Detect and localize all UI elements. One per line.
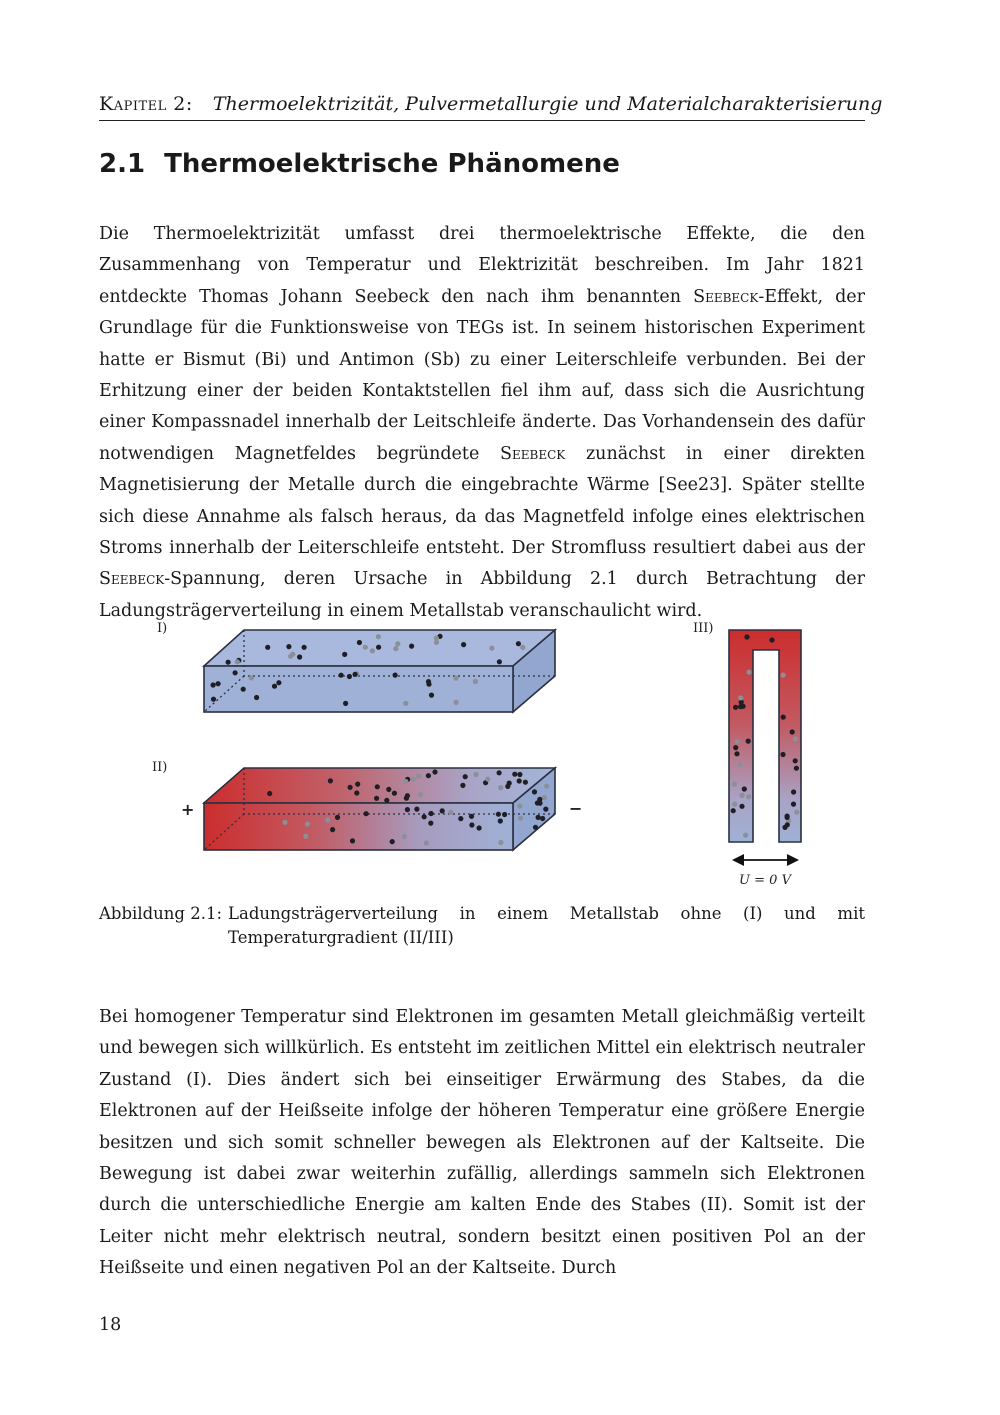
paragraph-1-part-3: zunächst in einer direkten Magnetisierung der Metalle durch die eingebrachte Wärme [See23]. Später stellte sich diese Annahme als falsch heraus, da das Magnetfeld infolge eines elektrischen Stroms innerhalb der Leiterschleife entsteht. Der Stromfluss resultiert dabei aus der bbox=[99, 443, 865, 559]
electron-particle bbox=[742, 786, 747, 791]
electron-particle bbox=[502, 812, 507, 817]
electron-particle bbox=[235, 659, 240, 664]
electron-particle bbox=[533, 825, 538, 830]
section-title bbox=[99, 146, 620, 182]
electron-particle bbox=[339, 673, 344, 678]
electron-particle bbox=[517, 778, 522, 783]
electron-particle bbox=[785, 815, 790, 820]
seebeck-name-1: Seebeck bbox=[693, 286, 759, 307]
electron-particle bbox=[463, 774, 468, 779]
minus-pole-label: − bbox=[569, 799, 583, 818]
electron-particle bbox=[739, 793, 744, 798]
paragraph-2: Bei homogener Temperatur sind Elektronen im gesamten Metall gleichmäßig verteilt und bewegen sich willkürlich. Es entsteht im zeitlichen Mittel ein elektrisch neutraler Zustand (I). Dies ändert sich bei einseitiger Erwärmung des Stabes, da die Elektronen auf der Heißseite infolge der höheren Temperatur eine größere Energie besitzen und sich somit schneller bewegen als Elektronen auf der Kaltseite. Die Bewegung ist dabei zwar weiterhin zufällig, allerdings sammeln sich Elektronen durch die unterschiedliche Energie am kalten Ende des Stabes (II). Somit ist der Leiter nicht mehr elektrisch neutral, sondern besitzt einen positiven Pol an der Heißseite und einen negativen Pol an der Kaltseite. Durch bbox=[99, 1007, 865, 1279]
electron-particle bbox=[370, 648, 375, 653]
electron-particle bbox=[520, 645, 525, 650]
electron-particle bbox=[254, 695, 259, 700]
electron-particle bbox=[781, 673, 786, 678]
electron-particle bbox=[790, 729, 795, 734]
electron-particle bbox=[733, 705, 738, 710]
chapter-label: Kapitel 2: bbox=[99, 93, 193, 115]
electron-particle bbox=[454, 700, 459, 705]
section-number: 2.1 bbox=[99, 149, 146, 179]
electron-particle bbox=[335, 815, 340, 820]
u-conductor-body bbox=[729, 630, 801, 842]
electron-particle bbox=[353, 672, 358, 677]
electron-particle bbox=[343, 701, 348, 706]
electron-particle bbox=[354, 790, 359, 795]
electron-particle bbox=[375, 784, 380, 789]
electron-particle bbox=[497, 770, 502, 775]
electron-particle bbox=[282, 820, 287, 825]
electron-particle bbox=[544, 784, 549, 789]
electron-particle bbox=[376, 634, 381, 639]
electron-particle bbox=[474, 772, 479, 777]
electron-particle bbox=[328, 778, 333, 783]
electron-particle bbox=[793, 736, 798, 741]
electron-particle bbox=[782, 825, 787, 830]
electron-particle bbox=[518, 816, 523, 821]
electron-particle bbox=[523, 780, 528, 785]
electron-particle bbox=[226, 660, 231, 665]
electron-particle bbox=[276, 680, 281, 685]
electron-particle bbox=[738, 704, 743, 709]
electron-particle bbox=[350, 838, 355, 843]
electron-particle bbox=[453, 676, 458, 681]
electron-particle bbox=[512, 772, 517, 777]
electron-particle bbox=[440, 808, 445, 813]
caption-label: Abbildung 2.1: bbox=[99, 904, 223, 923]
electron-particle bbox=[473, 679, 478, 684]
electron-particle bbox=[781, 715, 786, 720]
electron-particle bbox=[410, 777, 415, 782]
electron-particle bbox=[733, 745, 738, 750]
electron-particle bbox=[426, 773, 431, 778]
electron-particle bbox=[302, 645, 307, 650]
electron-particle bbox=[542, 795, 547, 800]
electron-particle bbox=[498, 818, 503, 823]
electron-particle bbox=[485, 777, 490, 782]
electron-particle bbox=[746, 794, 751, 799]
electron-particle bbox=[791, 802, 796, 807]
electron-particle bbox=[543, 807, 548, 812]
figure-caption bbox=[99, 902, 865, 950]
electron-particle bbox=[489, 646, 494, 651]
running-head bbox=[99, 90, 883, 121]
electron-particle bbox=[405, 807, 410, 812]
electron-particle bbox=[393, 673, 398, 678]
electron-particle bbox=[734, 739, 739, 744]
electron-particle bbox=[794, 810, 799, 815]
electron-particle bbox=[498, 785, 503, 790]
electron-particle bbox=[540, 816, 545, 821]
electron-particle bbox=[384, 798, 389, 803]
electron-particle bbox=[731, 808, 736, 813]
electron-particle bbox=[402, 834, 407, 839]
electron-particle bbox=[265, 645, 270, 650]
u-conductor bbox=[729, 630, 801, 888]
electron-particle bbox=[791, 789, 796, 794]
section-heading: Thermoelektrische Phänomene bbox=[164, 149, 620, 179]
figure-diagram bbox=[99, 610, 865, 900]
electron-particle bbox=[342, 652, 347, 657]
bar-gradient bbox=[181, 768, 582, 850]
electron-particle bbox=[422, 814, 427, 819]
voltage-arrow-right-head bbox=[787, 854, 799, 866]
electron-particle bbox=[364, 811, 369, 816]
electron-particle bbox=[418, 792, 423, 797]
electron-particle bbox=[403, 779, 408, 784]
electron-particle bbox=[233, 670, 238, 675]
electron-particle bbox=[461, 642, 466, 647]
electron-particle bbox=[738, 762, 743, 767]
bar-homogeneous bbox=[204, 630, 555, 712]
electron-particle bbox=[507, 781, 512, 786]
electron-particle bbox=[288, 654, 293, 659]
electron-particle bbox=[429, 811, 434, 816]
electron-particle bbox=[744, 634, 749, 639]
electron-particle bbox=[732, 782, 737, 787]
electron-particle bbox=[386, 787, 391, 792]
electron-particle bbox=[739, 804, 744, 809]
electron-particle bbox=[477, 825, 482, 830]
electron-particle bbox=[460, 783, 465, 788]
electron-particle bbox=[497, 659, 502, 664]
electron-particle bbox=[516, 641, 521, 646]
figure-2-1 bbox=[99, 610, 865, 900]
electron-particle bbox=[405, 793, 410, 798]
electron-particle bbox=[793, 758, 798, 763]
voltage-arrow-left-head bbox=[732, 854, 744, 866]
page-number: 18 bbox=[99, 1315, 122, 1335]
electron-particle bbox=[286, 644, 291, 649]
voltage-label: U = 0 V bbox=[739, 873, 791, 888]
electron-particle bbox=[517, 772, 522, 777]
electron-particle bbox=[297, 654, 302, 659]
plus-pole-label: + bbox=[181, 800, 195, 819]
electron-particle bbox=[347, 674, 352, 679]
electron-particle bbox=[432, 769, 437, 774]
seebeck-name-3: Seebeck bbox=[99, 569, 165, 590]
electron-particle bbox=[414, 807, 419, 812]
electron-particle bbox=[469, 814, 474, 819]
electron-particle bbox=[794, 766, 799, 771]
electron-particle bbox=[428, 821, 433, 826]
chapter-title: Thermoelektrizität, Pulvermetallurgie und Materialcharakterisierung bbox=[212, 93, 883, 115]
seebeck-name-2: Seebeck bbox=[500, 443, 566, 464]
electron-particle bbox=[267, 791, 272, 796]
electron-particle bbox=[734, 751, 739, 756]
electron-particle bbox=[355, 782, 360, 787]
electron-particle bbox=[403, 701, 408, 706]
electron-particle bbox=[536, 815, 541, 820]
electron-particle bbox=[376, 645, 381, 650]
electron-particle bbox=[325, 818, 330, 823]
panel-2-label: II) bbox=[152, 760, 168, 775]
electron-particle bbox=[469, 822, 474, 827]
electron-particle bbox=[448, 810, 453, 815]
electron-particle bbox=[393, 646, 398, 651]
bar-2-front-face bbox=[204, 803, 513, 850]
electron-particle bbox=[395, 641, 400, 646]
electron-particle bbox=[409, 644, 414, 649]
electron-particle bbox=[374, 796, 379, 801]
electron-particle bbox=[769, 637, 774, 642]
electron-particle bbox=[272, 684, 277, 689]
paragraph-1-part-1: Die Thermoelektrizität umfasst drei thermoelektrische Effekte, die den Zusammenhang von Temperatur und Elektrizität beschreiben. Im Jahr 1821 entdeckte Thomas Johann Seebeck den nach ihm benannten bbox=[99, 224, 865, 307]
electron-particle bbox=[498, 840, 503, 845]
caption-text: Ladungsträgerverteilung in einem Metallstab ohne (I) und mit Temperaturgradient (II/III) bbox=[228, 904, 865, 947]
paragraph-1-part-2: -Effekt, der Grundlage für die Funktionsweise von TEGs ist. In seinem historischen Experiment hatte er Bismut (Bi) und Antimon (Sb) zu einer Leiterschleife verbunden. Bei der Erhitzung einer der beiden Kontaktstellen fiel ihm auf, dass sich die Ausrichtung einer Kompassnadel innerhalb der Leitschleife änderte. Das Vorhandensein des dafür notwendigen Magnetfeldes begründete bbox=[99, 286, 866, 464]
electron-particle bbox=[458, 816, 463, 821]
electron-particle bbox=[249, 675, 254, 680]
electron-particle bbox=[732, 802, 737, 807]
electron-particle bbox=[746, 670, 751, 675]
electron-particle bbox=[241, 687, 246, 692]
electron-particle bbox=[434, 636, 439, 641]
electron-particle bbox=[426, 682, 431, 687]
electron-particle bbox=[357, 640, 362, 645]
panel-1-label: I) bbox=[157, 621, 168, 636]
electron-particle bbox=[537, 797, 542, 802]
electron-particle bbox=[390, 839, 395, 844]
panel-3-label: III) bbox=[693, 621, 714, 636]
electron-particle bbox=[532, 789, 537, 794]
electron-particle bbox=[780, 752, 785, 757]
electron-particle bbox=[363, 645, 368, 650]
paragraph-1-part-4: -Spannung, deren Ursache in Abbildung 2.1 durch Betrachtung der Ladungsträgerverteilung in einem Metallstab veranschaulicht wird. bbox=[99, 569, 865, 621]
electron-particle bbox=[429, 693, 434, 698]
electron-particle bbox=[305, 822, 310, 827]
electron-particle bbox=[216, 681, 221, 686]
electron-particle bbox=[416, 774, 421, 779]
electron-particle bbox=[496, 812, 501, 817]
electron-particle bbox=[746, 739, 751, 744]
electron-particle bbox=[424, 840, 429, 845]
electron-particle bbox=[348, 785, 353, 790]
electron-particle bbox=[743, 833, 748, 838]
electron-particle bbox=[517, 804, 522, 809]
paragraph-1 bbox=[99, 219, 865, 627]
electron-particle bbox=[330, 827, 335, 832]
electron-particle bbox=[303, 834, 308, 839]
electron-particle bbox=[211, 697, 216, 702]
electron-particle bbox=[392, 791, 397, 796]
electron-particle bbox=[738, 695, 743, 700]
electron-particle bbox=[211, 682, 216, 687]
